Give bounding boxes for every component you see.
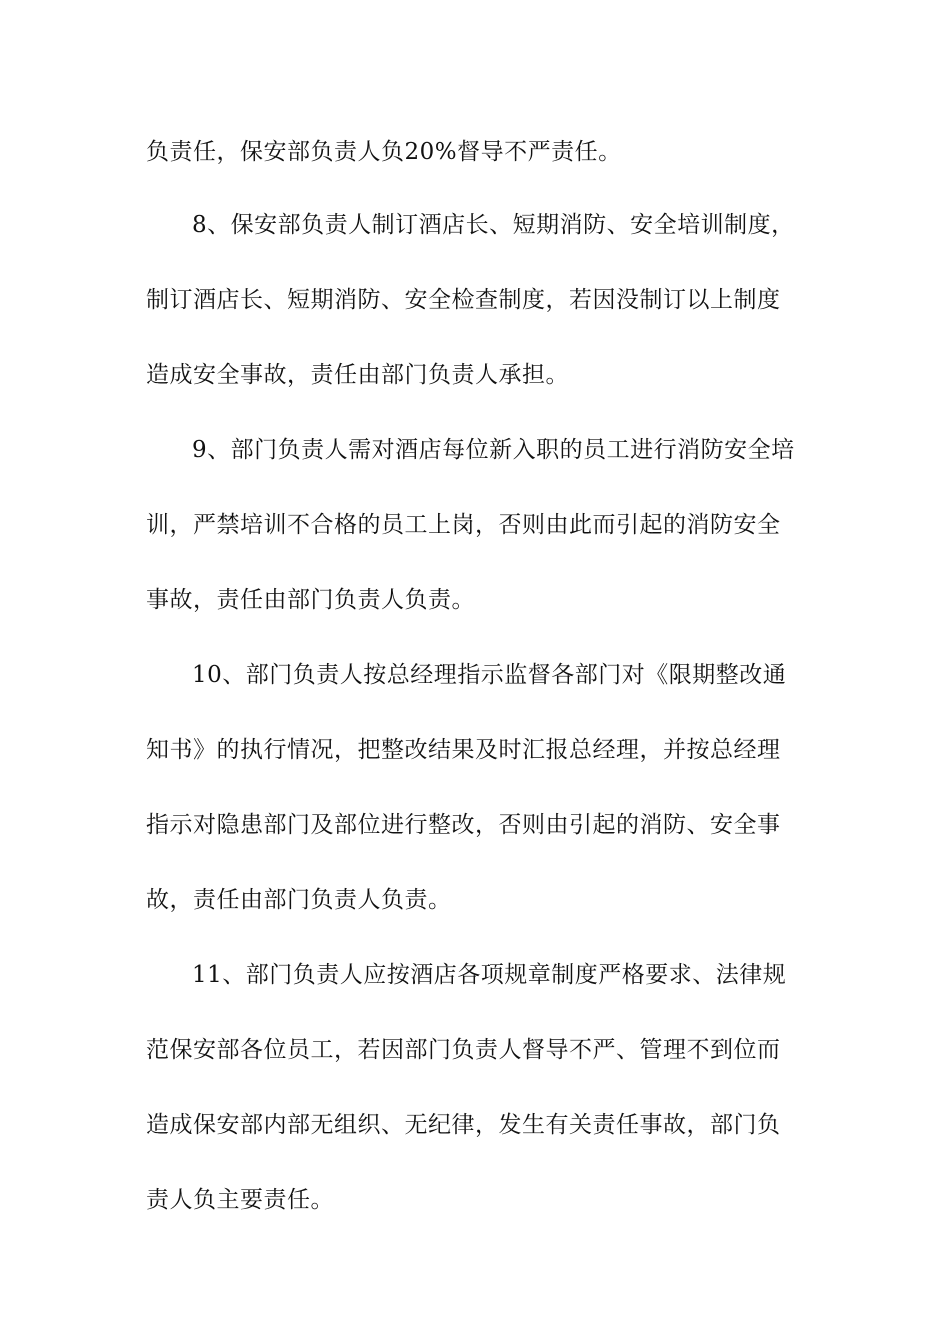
text-line: 负责任，保安部负责人负20%督导不严责任。 [146, 139, 622, 165]
text-line: 造成安全事故，责任由部门负责人承担。 [146, 362, 569, 388]
text-line: 责人负主要责任。 [146, 1187, 334, 1213]
text-line: 指示对隐患部门及部位进行整改，否则由引起的消防、安全事 [146, 812, 781, 838]
text-line: 造成保安部内部无组织、无纪律，发生有关责任事故，部门负 [146, 1112, 781, 1138]
text-line: 事故，责任由部门负责人负责。 [146, 587, 475, 613]
text-line: 范保安部各位员工，若因部门负责人督导不严、管理不到位而 [146, 1037, 781, 1063]
text-line: 8、保安部负责人制订酒店长、短期消防、安全培训制度， [192, 212, 795, 238]
text-line: 训，严禁培训不合格的员工上岗，否则由此而引起的消防安全 [146, 512, 781, 538]
text-line: 制订酒店长、短期消防、安全检查制度，若因没制订以上制度 [146, 287, 781, 313]
text-line: 故，责任由部门负责人负责。 [146, 887, 452, 913]
text-line: 10、部门负责人按总经理指示监督各部门对《限期整改通 [192, 662, 787, 688]
text-line: 知书》的执行情况，把整改结果及时汇报总经理，并按总经理 [146, 737, 781, 763]
text-line: 11、部门负责人应按酒店各项规章制度严格要求、法律规 [192, 962, 787, 988]
text-line: 9、部门负责人需对酒店每位新入职的员工进行消防安全培 [192, 437, 795, 463]
